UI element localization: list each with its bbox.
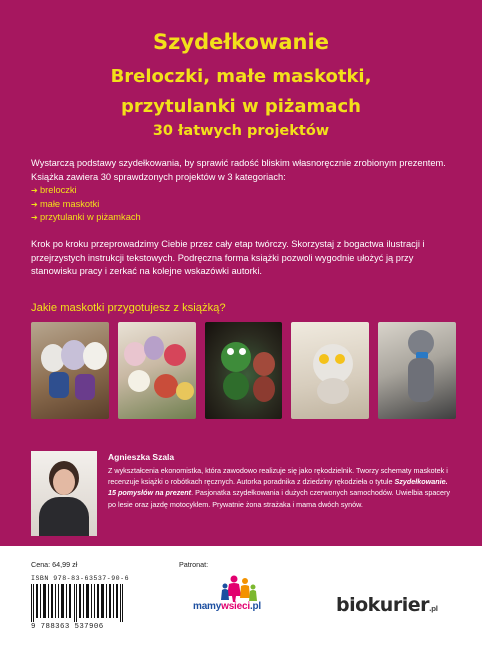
photo-mascots-green-frog <box>205 322 283 419</box>
photo-cat-keychain <box>378 322 456 419</box>
subtitle-line-3: 30 łatwych projektów <box>152 123 330 139</box>
category-list <box>31 184 141 225</box>
subtitle-line-1: Breloczki, małe maskotki, <box>110 66 372 87</box>
book-title: Szydełkowanie <box>153 30 329 54</box>
photo-mascots-basket <box>118 322 196 419</box>
photo-strip <box>31 322 456 419</box>
category-item: ➔ przytulanki w piżamkach <box>31 211 141 225</box>
patronage-label: Patronat: <box>179 560 209 569</box>
category-item: ➔ małe maskotki <box>31 198 141 212</box>
isbn-label: ISBN 978-83-63537-90-6 <box>31 575 130 582</box>
barcode-digits: 9 788363 537906 <box>31 623 104 631</box>
photo-mascots-group <box>31 322 109 419</box>
question-heading: Jakie maskotki przygotujesz z książką? <box>31 302 226 314</box>
mamywsieci-logo-text: mamywsieci.pl <box>193 601 262 612</box>
author-photo <box>31 451 97 536</box>
author-name: Agnieszka Szala <box>108 452 175 462</box>
category-item: ➔ breloczki <box>31 184 141 198</box>
description-paragraph: Krok po kroku przeprowadzimy Ciebie przez cały etap twórczy. Skorzystaj z bogactwa ilustracji i przejrzystych instrukcji tekstowych. Podręczna forma książki pozwoli wygodnie ułożyć ją przy stanowisku pracy i zerkać na kolejne wskazówki autorki. <box>31 239 425 277</box>
price-label: Cena: 64,99 zł <box>31 560 78 569</box>
biokurier-logo: biokurier.pl <box>336 594 438 616</box>
author-bio: Z wykształcenia ekonomistka, która zawodowo realizuje się jako rękodzielnik. Tworzy schematy maskotek i recenzuje książki o robótkach ręcznych. Autorka poradnika z dziedziny rękodzieła o tytule Szydełkowanie. 15 pomysłów na prezent. Pasjonatka szydełkowania i dużych czerwonych samochodów. Uwielbia spacery po lesie oraz jazdę motocyklem. Prywatnie żona strażaka i mama dwóch synów. <box>108 466 450 509</box>
photo-owl-mascot <box>291 322 369 419</box>
subtitle-line-2: przytulanki w piżamach <box>121 96 361 117</box>
barcode-icon <box>31 584 125 622</box>
intro-paragraph: Wystarczą podstawy szydełkowania, by sprawić radość bliskim własnoręcznie zrobionym prezentem. Książka zawiera 30 sprawdzonych projektów w 3 kategoriach: <box>31 158 446 182</box>
